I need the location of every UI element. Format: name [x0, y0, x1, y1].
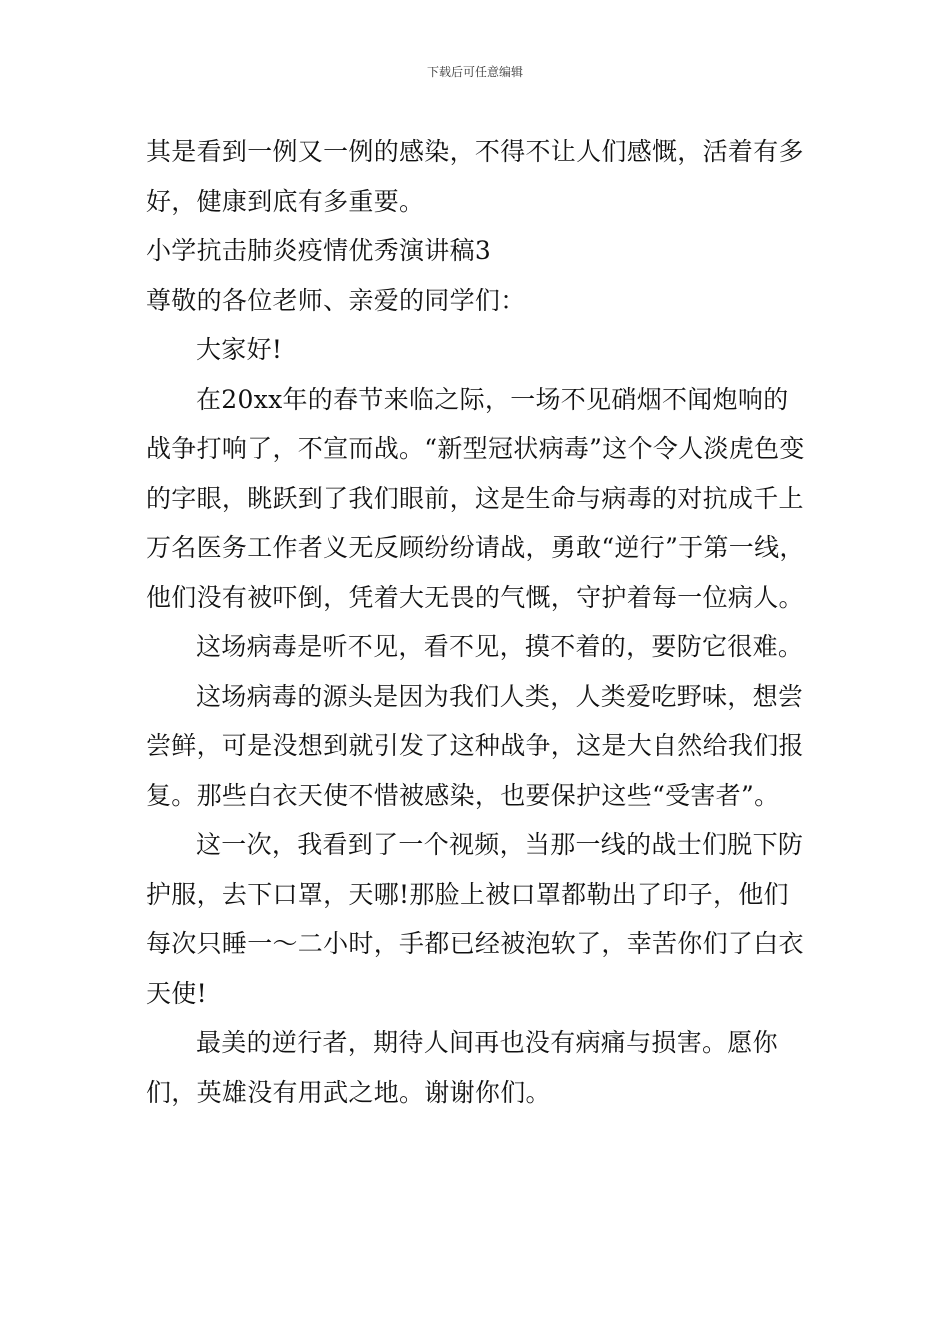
paragraph-virus-source: 这场病毒的源头是因为我们人类，人类爱吃野味，想尝尝鲜，可是没想到就引发了这种战争，这是大自然给我们报复。那些白衣天使不惜被感染，也要保护这些“受害者”。 — [146, 681, 804, 810]
greeting: 大家好! — [196, 335, 283, 364]
paragraph-closing: 最美的逆行者，期待人间再也没有病痛与损害。愿你们，英雄没有用武之地。谢谢你们。 — [146, 1028, 778, 1107]
speech-title: 小学抗击肺炎疫情优秀演讲稿3 — [146, 236, 492, 265]
page-header-note: 下载后可任意编辑 — [426, 65, 523, 79]
paragraph-video: 这一次，我看到了一个视频，当那一线的战士们脱下防护服，去下口罩，天哪!那脸上被口罩都勒出了印子，他们每次只睡一～二小时，手都已经被泡软了，幸苦你们了白衣天使! — [146, 830, 804, 1008]
document-body — [146, 127, 806, 1117]
paragraph-invisible-virus: 这场病毒是听不见，看不见，摸不着的，要防它很难。 — [196, 632, 804, 661]
salutation: 尊敬的各位老师、亲爱的同学们： — [146, 285, 526, 315]
paragraph-outbreak: 在20xx年的春节来临之际，一场不见硝烟不闻炮响的战争打响了，不宣而战。“新型冠状病毒”这个令人淡虎色变的字眼，眺跃到了我们眼前，这是生命与病毒的对抗成千上万名医务工作者义无反顾纷纷请战，勇敢“逆行”于第一线，他们没有被吓倒，凭着大无畏的气慨，守护着每一位病人。 — [146, 384, 805, 612]
paragraph-continued: 其是看到一例又一例的感染，不得不让人们感慨，活着有多好，健康到底有多重要。 — [146, 137, 804, 216]
